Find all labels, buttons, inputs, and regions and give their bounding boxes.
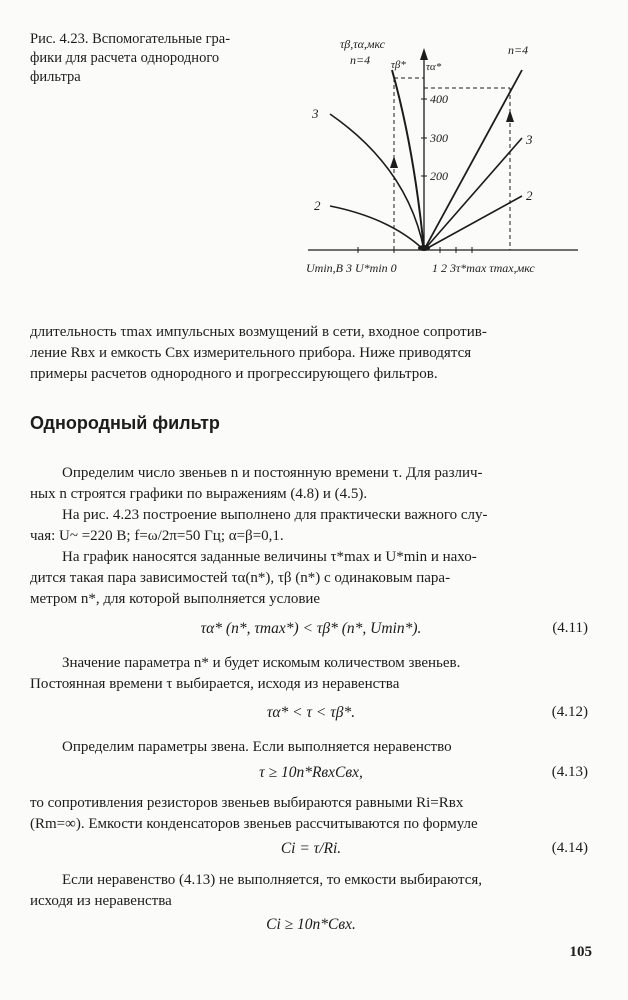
y-axis-label: τβ,τα,мкс: [340, 37, 386, 51]
text-line: длительность τmax импульсных возмущений в сети, входное сопротив-: [30, 324, 487, 340]
text-line: Определим параметры звена. Если выполняется неравенство: [62, 739, 452, 755]
section-heading: Однородный фильтр: [30, 413, 220, 433]
page-number: 105: [569, 944, 592, 960]
paragraph-4: [30, 653, 592, 695]
text-line: Значение параметра n* и будет искомым количеством звеньев.: [62, 655, 461, 671]
text-line: Определим число звеньев n и постоянную времени τ. Для различ-: [62, 465, 483, 481]
paragraph-5: [30, 737, 592, 758]
equation-number: (4.11): [552, 620, 588, 636]
label-left-curve-2: 2: [314, 198, 321, 213]
equation-formula: τα* < τ < τβ*.: [266, 704, 356, 721]
equation-4-12: [30, 704, 592, 730]
figure-caption: [30, 30, 296, 87]
paragraph-2: [30, 505, 592, 547]
intro-paragraph: [30, 322, 592, 385]
arrow-up-left: [390, 156, 398, 168]
equation-4-11: [30, 620, 592, 646]
label-right-curve-2: 2: [526, 188, 533, 203]
text-line: Если неравенство (4.13) не выполняется, то емкости выбираются,: [62, 872, 483, 888]
tick-label-400: 400: [430, 92, 448, 106]
equation-formula: Ci = τ/Ri.: [280, 840, 342, 857]
chart-svg: [300, 28, 610, 288]
label-right-curve-3: 3: [526, 132, 533, 147]
equation-ci: [30, 916, 592, 942]
label-left-curve-3: 3: [312, 106, 319, 121]
text-line: чая: U~ =220 В; f=ω/2π=50 Гц; α=β=0,1.: [30, 528, 284, 544]
text-line: (Rm=∞). Емкости конденсаторов звеньев рассчитываются по формуле: [30, 816, 478, 832]
paragraph-3: [30, 547, 592, 610]
equation-formula: Ci ≥ 10n*Cвх.: [266, 916, 356, 933]
label-n4-right: n=4: [508, 43, 529, 57]
x-axis-label-right: 1 2 3τ*max τmax,мкс: [432, 261, 535, 275]
equation-number: (4.12): [551, 704, 588, 720]
text-line: ление Rвх и емкость Cвх измерительного прибора. Ниже приводятся: [30, 345, 472, 361]
equation-formula: τ ≥ 10n*RвхCвх,: [259, 764, 363, 781]
tick-label-200: 200: [430, 169, 448, 183]
tick-label-300: 300: [430, 131, 448, 145]
label-tau-alpha-star: τα*: [426, 61, 442, 73]
text-line: то сопротивления резисторов звеньев выбираются равными Ri=Rвх: [30, 795, 464, 811]
paragraph-7: [30, 870, 592, 912]
text-line: исходя из неравенства: [30, 893, 172, 909]
equation-number: (4.13): [551, 764, 588, 780]
text-line: На график наносятся заданные величины τ*max и U*min и нахо-: [62, 549, 477, 565]
curve-left-n2: [330, 206, 424, 250]
arrow-up-right: [506, 110, 514, 122]
equation-number: (4.14): [551, 840, 588, 856]
figure-4-23: [300, 28, 610, 288]
curve-left-n3: [330, 114, 424, 250]
curve-left-n4: [392, 70, 424, 250]
label-tau-beta-star: τβ*: [391, 59, 406, 71]
equation-4-14: [30, 840, 592, 866]
text-line: Постоянная времени τ выбирается, исходя из неравенства: [30, 676, 400, 692]
text-line: примеры расчетов однородного и прогрессирующего фильтров.: [30, 366, 438, 382]
x-axis-label-left: Umin,В 3 U*min 0: [306, 261, 397, 275]
text-line: ных n строятся графики по выражениям (4.8) и (4.5).: [30, 486, 368, 502]
caption-line: Рис. 4.23. Вспомогательные гра-: [30, 31, 231, 47]
paragraph-1: [30, 463, 592, 505]
caption-line: фики для расчета однородного: [30, 50, 220, 66]
origin-dot: [418, 245, 430, 251]
equation-formula: τα* (n*, τmax*) < τβ* (n*, Umin*).: [200, 620, 422, 637]
equation-4-13: [30, 764, 592, 790]
y-axis-arrow: [420, 48, 428, 60]
paragraph-6: [30, 793, 592, 835]
label-n4-left: n=4: [350, 53, 371, 67]
text-line: метром n*, для которой выполняется условие: [30, 591, 321, 607]
caption-line: фильтра: [30, 69, 81, 85]
line-right-n3: [424, 138, 522, 250]
text-line: дится такая пара зависимостей τα(n*), τβ (n*) с одинаковым пара-: [30, 570, 451, 586]
text-line: На рис. 4.23 построение выполнено для практически важного слу-: [62, 507, 488, 523]
